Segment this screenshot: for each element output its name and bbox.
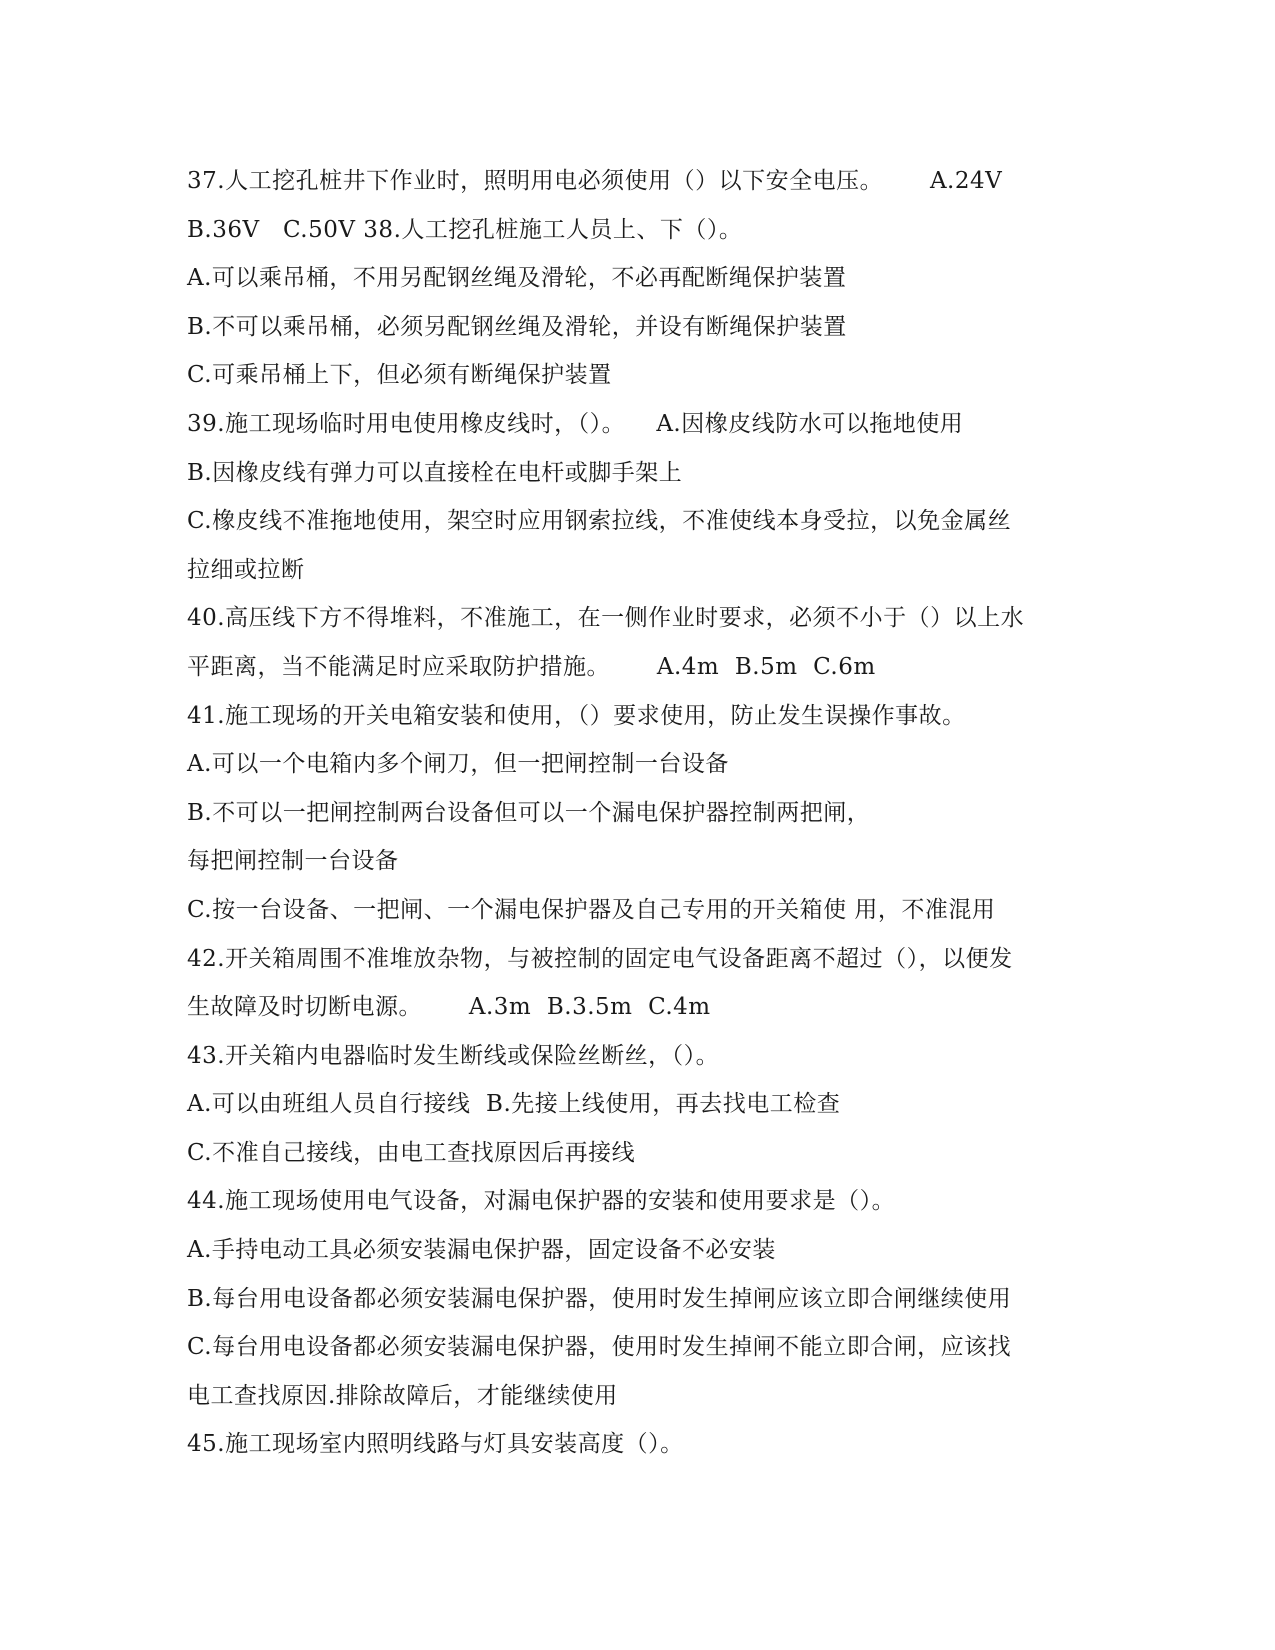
document-body xyxy=(187,157,1087,1469)
text-line: 42.开关箱周围不准堆放杂物，与被控制的固定电气设备距离不超过（），以便发 xyxy=(187,945,1013,972)
text-line: 37.人工挖孔桩井下作业时，照明用电必须使用（）以下安全电压。 A.24V xyxy=(187,168,1003,194)
text-line: A.可以乘吊桶，不用另配钢丝绳及滑轮，不必再配断绳保护装置 xyxy=(187,265,847,292)
text-line: 电工查找原因.排除故障后，才能继续使用 xyxy=(187,1382,618,1409)
text-line: A.可以一个电箱内多个闸刀，但一把闸控制一台设备 xyxy=(187,751,729,778)
text-line: 41.施工现场的开关电箱安装和使用，（）要求使用，防止发生误操作事故。 xyxy=(187,702,966,729)
text-line: B.不可以乘吊桶，必须另配钢丝绳及滑轮，并设有断绳保护装置 xyxy=(187,313,847,340)
text-line: C.可乘吊桶上下，但必须有断绳保护装置 xyxy=(187,362,612,389)
text-line: 每把闸控制一台设备 xyxy=(187,848,399,875)
text-line: B.36V C.50V 38.人工挖孔桩施工人员上、下（）。 xyxy=(187,216,743,243)
text-line: A.可以由班组人员自行接线 B.先接上线使用，再去找电工检查 xyxy=(187,1091,841,1118)
text-line: 39.施工现场临时用电使用橡皮线时，（）。 A.因橡皮线防水可以拖地使用 xyxy=(187,410,964,437)
text-line: C.不准自己接线，由电工查找原因后再接线 xyxy=(187,1139,636,1166)
text-line: B.不可以一把闸控制两台设备但可以一个漏电保护器控制两把闸， xyxy=(187,799,871,826)
text-line: 拉细或拉断 xyxy=(187,556,305,583)
text-line: 43.开关箱内电器临时发生断线或保险丝断丝，（）。 xyxy=(187,1042,720,1069)
text-line: C.橡皮线不准拖地使用，架空时应用钢索拉线，不准使线本身受拉，以免金属丝 xyxy=(187,508,1012,535)
text-line: 40.高压线下方不得堆料，不准施工，在一侧作业时要求，必须不小于（）以上水 xyxy=(187,605,1025,632)
text-line: B.每台用电设备都必须安装漏电保护器，使用时发生掉闸应该立即合闸继续使用 xyxy=(187,1285,1012,1312)
text-line: 平距离，当不能满足时应采取防护措施。 A.4m B.5m C.6m xyxy=(187,653,876,680)
text-line: C.每台用电设备都必须安装漏电保护器，使用时发生掉闸不能立即合闸，应该找 xyxy=(187,1334,1012,1361)
text-line: 45.施工现场室内照明线路与灯具安装高度（）。 xyxy=(187,1431,684,1458)
text-line: A.手持电动工具必须安装漏电保护器，固定设备不必安装 xyxy=(187,1237,776,1264)
text-line: B.因橡皮线有弹力可以直接栓在电杆或脚手架上 xyxy=(187,459,683,486)
text-line: C.按一台设备、一把闸、一个漏电保护器及自己专用的开关箱使 用，不准混用 xyxy=(187,896,996,923)
text-line: 生故障及时切断电源。 A.3m B.3.5m C.4m xyxy=(187,994,711,1021)
text-line: 44.施工现场使用电气设备，对漏电保护器的安装和使用要求是（）。 xyxy=(187,1188,896,1215)
